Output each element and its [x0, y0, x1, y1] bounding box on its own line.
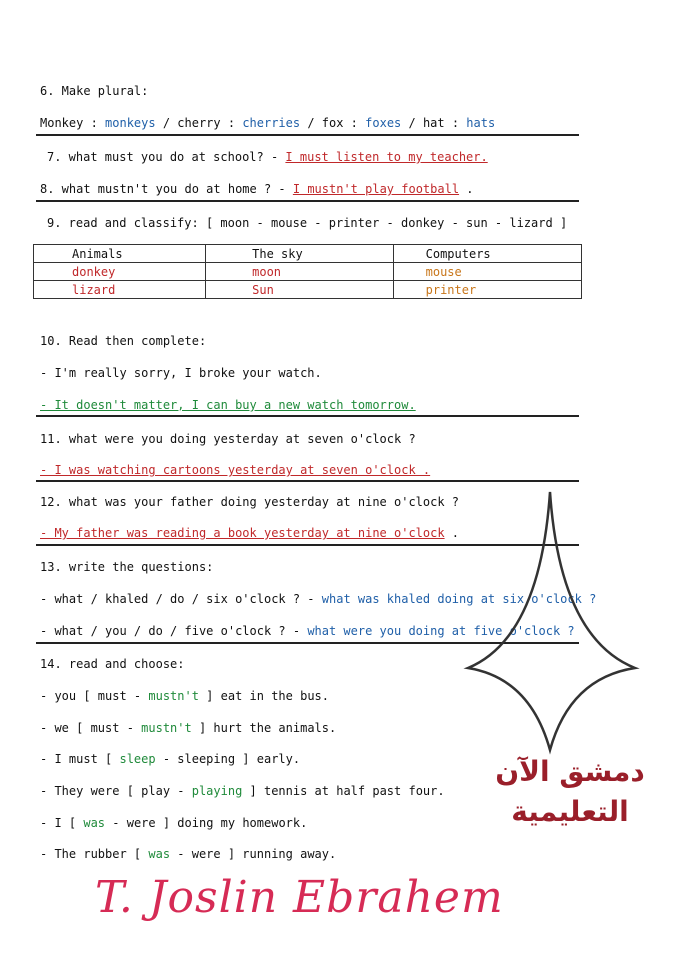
- cell: mouse: [393, 263, 581, 281]
- q6-answers: Monkey : monkeys / cherry : cherries / fox : foxes / hat : hats: [40, 116, 496, 130]
- q14-item: - I [ was - were ] doing my homework.: [40, 816, 308, 830]
- q8: 8. what mustn't you do at home ? - I mustn't play football .: [40, 182, 474, 196]
- q10-answer: - It doesn't matter, I can buy a new watch tomorrow.: [40, 398, 416, 412]
- q14-title: 14. read and choose:: [40, 657, 185, 671]
- q14-item: - I must [ sleep - sleeping ] early.: [40, 752, 301, 766]
- q7: 7. what must you do at school? - I must listen to my teacher.: [47, 150, 488, 164]
- q11-answer: - I was watching cartoons yesterday at seven o'clock .: [40, 463, 431, 477]
- classify-table: [33, 244, 582, 299]
- header-computers: Computers: [393, 245, 581, 263]
- q9-title: 9. read and classify: [ moon - mouse - printer - donkey - sun - lizard ]: [47, 216, 568, 230]
- star-logo-icon: [460, 488, 640, 758]
- header-sky: The sky: [206, 245, 394, 263]
- cell: moon: [206, 263, 394, 281]
- q13-item: - what / you / do / five o'clock ? - what were you doing at five o'clock ?: [40, 624, 575, 638]
- q14-item: - you [ must - mustn't ] eat in the bus.: [40, 689, 329, 703]
- q14-item: - They were [ play - playing ] tennis at half past four.: [40, 784, 445, 798]
- divider: [36, 415, 579, 417]
- cell: printer: [393, 281, 581, 299]
- divider: [36, 134, 579, 136]
- q11-question: 11. what were you doing yesterday at seven o'clock ?: [40, 432, 416, 446]
- header-animals: Animals: [34, 245, 206, 263]
- cell: lizard: [34, 281, 206, 299]
- arabic-logo: دمشق الآن التعليمية: [495, 755, 645, 828]
- q10-title: 10. Read then complete:: [40, 334, 207, 348]
- q13-title: 13. write the questions:: [40, 560, 214, 574]
- q12-question: 12. what was your father doing yesterday at nine o'clock ?: [40, 495, 460, 509]
- signature: T. Joslin Ebrahem: [95, 872, 504, 923]
- q14-item: - we [ must - mustn't ] hurt the animals.: [40, 721, 337, 735]
- cell: donkey: [34, 263, 206, 281]
- cell: Sun: [206, 281, 394, 299]
- q13-item: - what / khaled / do / six o'clock ? - what was khaled doing at six o'clock ?: [40, 592, 597, 606]
- divider: [36, 480, 579, 482]
- q6-title: 6. Make plural:: [40, 84, 149, 98]
- q12-answer: - My father was reading a book yesterday at nine o'clock .: [40, 526, 460, 540]
- q10-line: - I'm really sorry, I broke your watch.: [40, 366, 322, 380]
- q14-item: - The rubber [ was - were ] running away.: [40, 847, 337, 861]
- divider: [36, 200, 579, 202]
